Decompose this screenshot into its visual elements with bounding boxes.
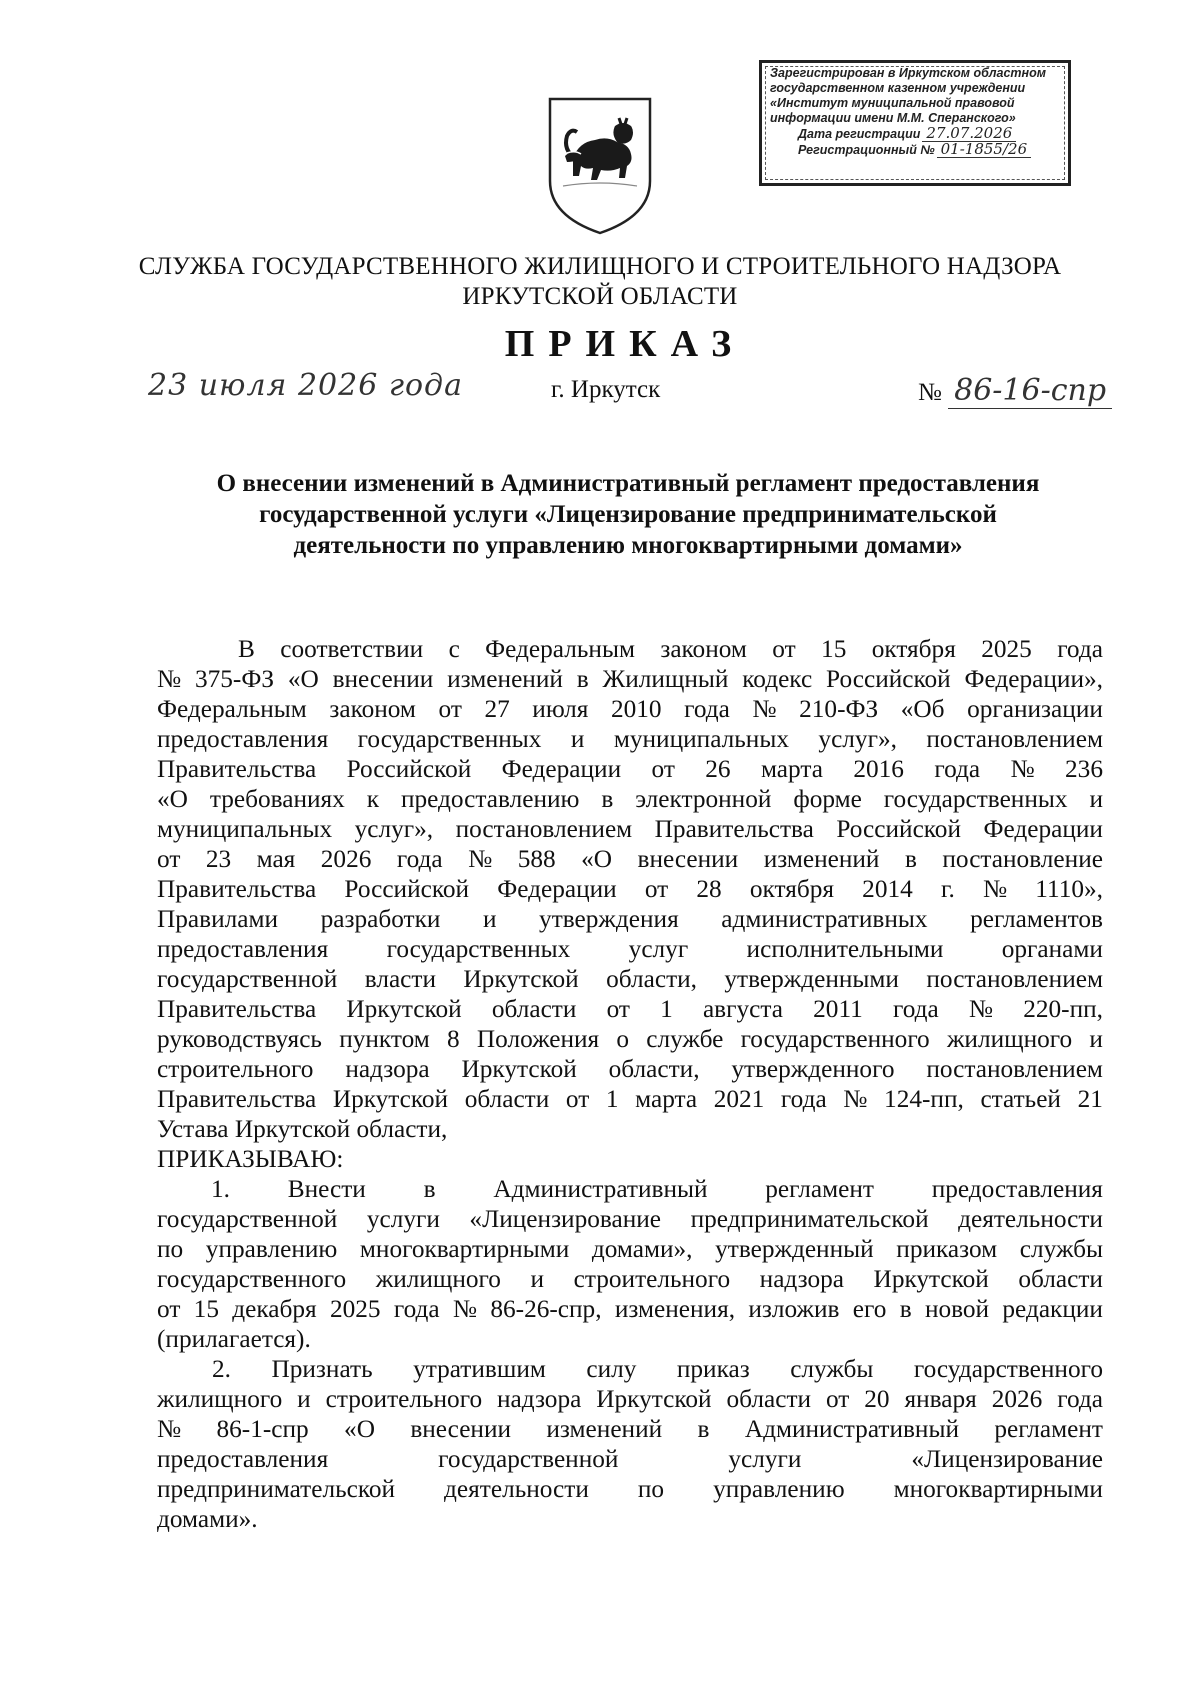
paragraph-line: домами».	[157, 1505, 258, 1533]
paragraph-line: № 86-1-спр «О внесении изменений в Административный регламент	[157, 1415, 1103, 1443]
document-type-title: ПРИКАЗ	[504, 323, 746, 365]
coat-of-arms-emblem	[545, 96, 655, 236]
item-2	[157, 1354, 1103, 1534]
paragraph-line: № 375-ФЗ «О внесении изменений в Жилищный кодекс Российской Федерации»,	[157, 665, 1103, 693]
paragraph-line: предпринимательской деятельности по управлению многоквартирными	[157, 1475, 1103, 1503]
paragraph-line: государственной услуги «Лицензирование предпринимательской деятельности	[157, 1205, 1103, 1233]
paragraph-line: от 23 мая 2026 года № 588 «О внесении изменений в постановление	[157, 845, 1103, 873]
order-heading	[148, 468, 1108, 561]
handwritten-number: 86-16-спр	[948, 373, 1112, 409]
paragraph-line: предоставления государственных и муниципальных услуг», постановлением	[157, 725, 1103, 753]
stamp-line: информации имени М.М. Сперанского»	[770, 111, 1016, 125]
paragraph-line: (прилагается).	[157, 1325, 311, 1353]
org-line: СЛУЖБА ГОСУДАРСТВЕННОГО ЖИЛИЩНОГО И СТРОИТЕЛЬНОГО НАДЗОРА	[138, 253, 1062, 280]
registration-stamp	[759, 60, 1071, 186]
date-city-number-line	[148, 368, 1108, 418]
paragraph-line: от 15 декабря 2025 года № 86-26-спр, изменения, изложив его в новой редакции	[157, 1295, 1103, 1323]
paragraph-line: «О требованиях к предоставлению в электронной форме государственных и	[157, 785, 1103, 813]
stamp-reg-label: Регистрационный №	[798, 143, 935, 157]
handwritten-date: 23 июля 2026 года	[148, 368, 463, 403]
paragraph-line: государственной власти Иркутской области, утвержденными постановлением	[157, 965, 1103, 993]
heading-line: О внесении изменений в Административный регламент предоставления	[216, 470, 1040, 497]
paragraph-line: В соответствии с Федеральным законом от 15 октября 2025 года	[238, 635, 1103, 663]
order-number	[918, 373, 1112, 408]
heading-line: государственной услуги «Лицензирование предпринимательской	[259, 501, 997, 528]
paragraph-line: муниципальных услуг», постановлением Правительства Российской Федерации	[157, 815, 1103, 843]
order-word: ПРИКАЗЫВАЮ:	[157, 1145, 344, 1173]
paragraph-line: 2. Признать утратившим силу приказ службы государственного	[212, 1355, 1103, 1383]
paragraph-line: руководствуясь пунктом 8 Положения о службе государственного жилищного и	[157, 1025, 1103, 1053]
paragraph-line: Федеральным законом от 27 июля 2010 года № 210-ФЗ «Об организации	[157, 695, 1103, 723]
order-body	[157, 634, 1103, 1534]
paragraph-line: Правилами разработки и утверждения административных регламентов	[157, 905, 1103, 933]
city-name: г. Иркутск	[551, 376, 661, 403]
paragraph-line: Правительства Российской Федерации от 28 октября 2014 г. № 1110»,	[157, 875, 1103, 903]
paragraph-line: строительного надзора Иркутской области, утвержденного постановлением	[157, 1055, 1103, 1083]
number-sign: №	[918, 379, 942, 406]
paragraph-line: предоставления государственных услуг исполнительными органами	[157, 935, 1103, 963]
preamble	[157, 634, 1103, 1144]
paragraph-line: жилищного и строительного надзора Иркутской области от 20 января 2026 года	[157, 1385, 1103, 1413]
paragraph-line: 1. Внести в Административный регламент предоставления	[211, 1175, 1103, 1203]
paragraph-line: Правительства Иркутской области от 1 августа 2011 года № 220-пп,	[157, 995, 1103, 1023]
org-line: ИРКУТСКОЙ ОБЛАСТИ	[462, 283, 738, 310]
heading-line: деятельности по управлению многоквартирными домами»	[293, 532, 963, 559]
stamp-reg-value: 01-1855/26	[937, 142, 1031, 158]
paragraph-line: Правительства Иркутской области от 1 марта 2021 года № 124-пп, статьей 21	[157, 1085, 1103, 1113]
stamp-line: «Институт муниципальной правовой	[770, 96, 1015, 110]
paragraph-line: Правительства Российской Федерации от 26 марта 2016 года № 236	[157, 755, 1103, 783]
stamp-date-value: 27.07.2026	[922, 126, 1016, 142]
stamp-line: государственном казенном учреждении	[770, 81, 1026, 95]
organization-name	[120, 252, 1080, 312]
paragraph-line: предоставления государственной услуги «Лицензирование	[157, 1445, 1103, 1473]
item-1	[157, 1174, 1103, 1354]
paragraph-line: Устава Иркутской области,	[157, 1115, 448, 1143]
paragraph-line: государственного жилищного и строительного надзора Иркутской области	[157, 1265, 1103, 1293]
stamp-date-label: Дата регистрации	[798, 127, 921, 141]
stamp-reg-field	[798, 142, 1060, 158]
stamp-line: Зарегистрирован в Иркутском областном	[770, 66, 1046, 80]
paragraph-line: по управлению многоквартирными домами», утвержденный приказом службы	[157, 1235, 1103, 1263]
